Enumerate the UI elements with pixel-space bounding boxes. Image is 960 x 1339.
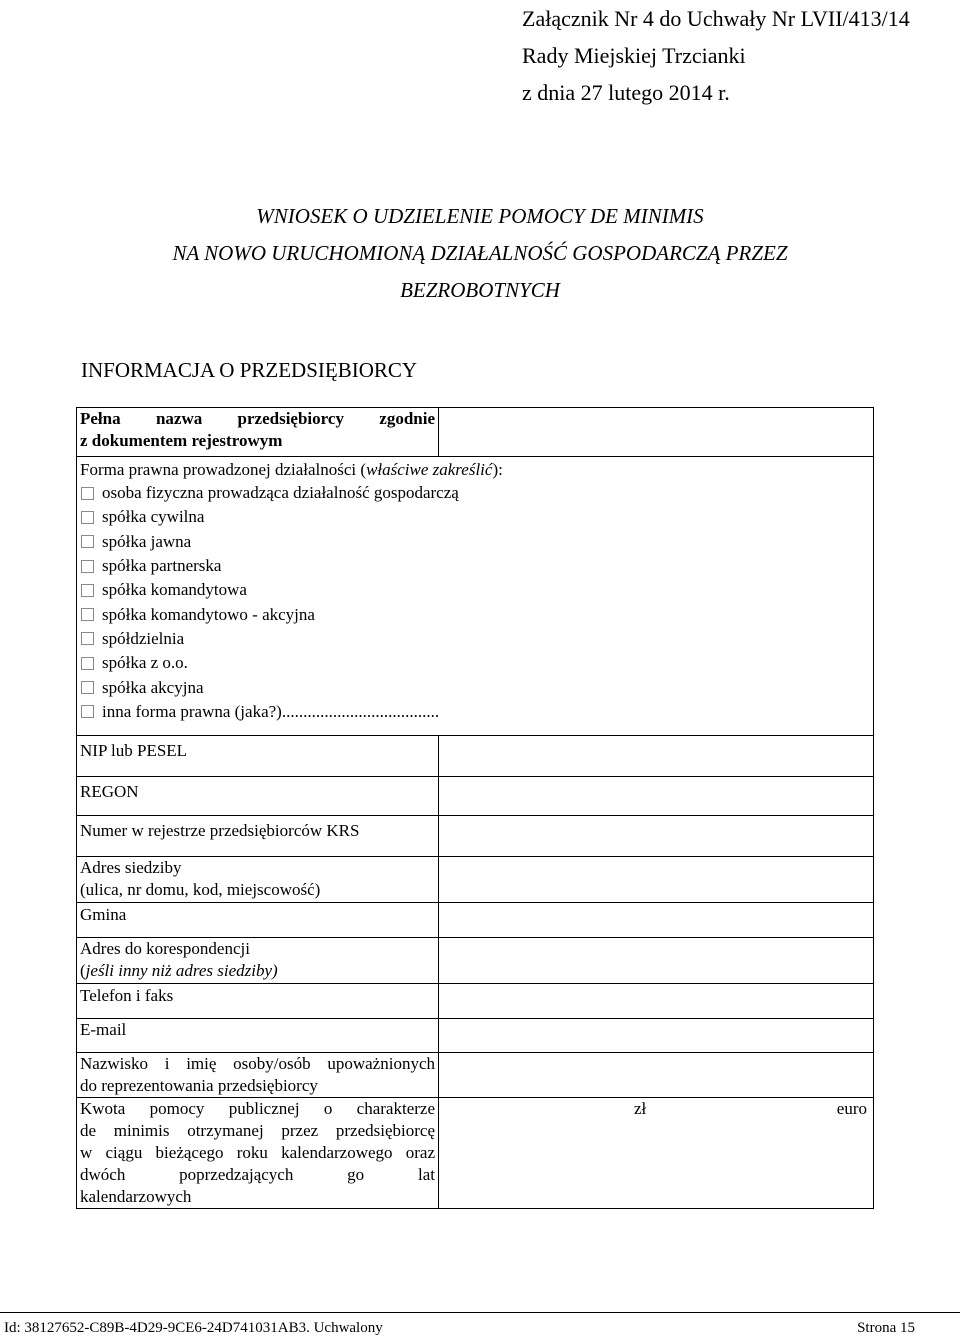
email-field[interactable] [439, 1019, 874, 1053]
correspondence-field[interactable] [439, 938, 874, 984]
nip-label: NIP lub PESEL [77, 736, 439, 777]
full-name-field[interactable] [439, 408, 874, 457]
representative-label: Nazwisko i imię osoby/osób upoważnionych do reprezentowania przedsiębiorcy [77, 1053, 439, 1098]
title-line-2: NA NOWO URUCHOMIONĄ DZIAŁALNOŚĆ GOSPODARCZĄ PRZEZ [172, 241, 788, 265]
legal-form-row [77, 457, 874, 736]
option-joint-stock-company[interactable]: spółka akcyjna [80, 675, 870, 699]
nip-row [77, 736, 874, 777]
checkbox-icon[interactable] [81, 584, 94, 597]
gmina-row [77, 903, 874, 938]
aid-amount-field[interactable] [439, 1098, 874, 1209]
address-field[interactable] [439, 857, 874, 903]
regon-field[interactable] [439, 777, 874, 816]
footer-document-id: Id: 38127652-C89B-4D29-9CE6-24D741031AB3. Uchwalony [4, 1320, 383, 1336]
regon-row [77, 777, 874, 816]
header-line-council: Rady Miejskiej Trzcianki [522, 43, 746, 68]
footer-page-number: Strona 15 [857, 1320, 915, 1336]
option-general-partnership[interactable]: spółka jawna [80, 530, 870, 554]
full-name-label: Pełna nazwa przedsiębiorcy zgodnie z dokumentem rejestrowym [77, 408, 439, 457]
document-header [522, 0, 952, 111]
legal-form-cell [77, 457, 874, 736]
phone-field[interactable] [439, 984, 874, 1019]
aid-amount-label: Kwota pomocy publicznej o charakterze de minimis otrzymanej przez przedsiębiorcę w ciągu bieżącego roku kalendarzowego oraz dwóch poprzedzających go lat kalendarzowych [77, 1098, 439, 1209]
correspondence-row [77, 938, 874, 984]
option-limited-partnership[interactable]: spółka komandytowa [80, 578, 870, 602]
option-cooperative[interactable]: spółdzielnia [80, 627, 870, 651]
title-line-3: BEZROBOTNYCH [400, 278, 560, 302]
title-line-1: WNIOSEK O UDZIELENIE POMOCY DE MINIMIS [256, 204, 704, 228]
krs-label: Numer w rejestrze przedsiębiorców KRS [77, 816, 439, 857]
checkbox-icon[interactable] [81, 608, 94, 621]
email-row [77, 1019, 874, 1053]
footer-divider [0, 1312, 960, 1313]
representative-row [77, 1053, 874, 1098]
applicant-info-table [76, 407, 874, 1209]
currency-pln-label: zł [634, 1099, 647, 1118]
checkbox-icon[interactable] [81, 705, 94, 718]
full-name-row [77, 408, 874, 457]
email-label: E-mail [77, 1019, 439, 1053]
header-line-date: z dnia 27 lutego 2014 r. [522, 80, 730, 105]
option-professional-partnership[interactable]: spółka partnerska [80, 554, 870, 578]
gmina-label: Gmina [77, 903, 439, 938]
option-other-form[interactable]: inna forma prawna (jaka?)..................................... [80, 700, 870, 724]
legal-form-label: Forma prawna prowadzonej działalności (właściwe zakreślić): [80, 460, 503, 479]
section-heading: INFORMACJA O PRZEDSIĘBIORCY [81, 358, 418, 382]
regon-label: REGON [77, 777, 439, 816]
krs-field[interactable] [439, 816, 874, 857]
address-row [77, 857, 874, 903]
aid-amount-row [77, 1098, 874, 1209]
checkbox-icon[interactable] [81, 681, 94, 694]
phone-label: Telefon i faks [77, 984, 439, 1019]
checkbox-icon[interactable] [81, 560, 94, 573]
checkbox-icon[interactable] [81, 657, 94, 670]
checkbox-icon[interactable] [81, 511, 94, 524]
option-limited-joint-stock-partnership[interactable]: spółka komandytowo - akcyjna [80, 602, 870, 626]
checkbox-icon[interactable] [81, 535, 94, 548]
checkbox-icon[interactable] [81, 487, 94, 500]
krs-row [77, 816, 874, 857]
gmina-field[interactable] [439, 903, 874, 938]
option-llc[interactable]: spółka z o.o. [80, 651, 870, 675]
option-civil-partnership[interactable]: spółka cywilna [80, 505, 870, 529]
address-label: Adres siedziby (ulica, nr domu, kod, miejscowość) [77, 857, 439, 903]
document-title [0, 198, 960, 309]
currency-eur-label: euro [836, 1099, 867, 1118]
phone-row [77, 984, 874, 1019]
correspondence-label: Adres do korespondencji (jeśli inny niż adres siedziby) [77, 938, 439, 984]
representative-field[interactable] [439, 1053, 874, 1098]
header-line-attachment: Załącznik Nr 4 do Uchwały Nr LVII/413/14 [522, 6, 910, 31]
nip-field[interactable] [439, 736, 874, 777]
option-sole-trader[interactable]: osoba fizyczna prowadząca działalność gospodarczą [80, 481, 870, 505]
checkbox-icon[interactable] [81, 632, 94, 645]
